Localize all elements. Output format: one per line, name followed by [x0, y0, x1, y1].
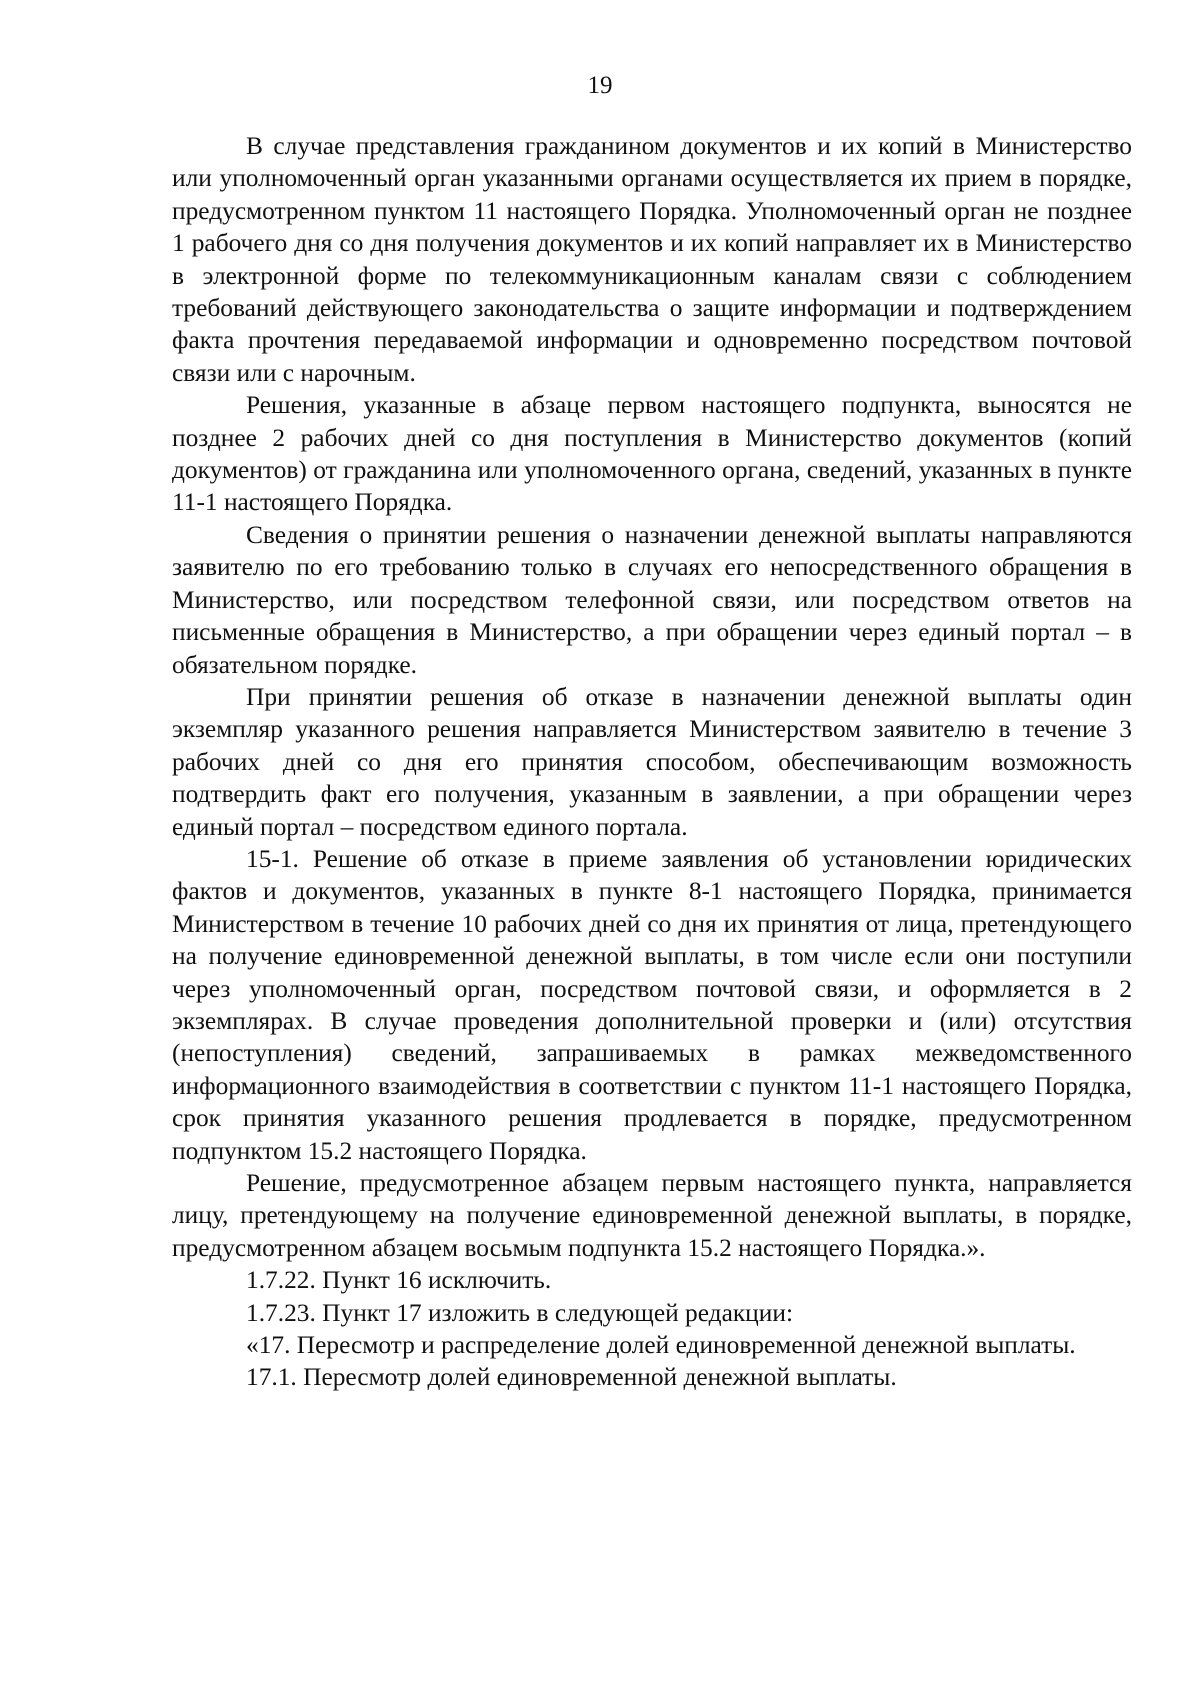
paragraph-10: 17.1. Пересмотр долей единовременной денежной выплаты. — [246, 1363, 897, 1392]
paragraph-3: Сведения о принятии решения о назначении денежной выплаты направляются заявителю по его требованию только в случаях его непосредственного обращения в Министерство, или посредством телефонной связи, или посредством ответов на письменные обращения в Министерство, а при обращении через единый портал – в обязательном порядке. — [172, 520, 1132, 679]
page-number: 19 — [587, 72, 613, 99]
paragraph-9: «17. Пересмотр и распределение долей единовременной денежной выплаты. — [246, 1331, 1076, 1360]
paragraph-8: 1.7.23. Пункт 17 изложить в следующей редакции: — [246, 1298, 794, 1327]
paragraph-4: При принятии решения об отказе в назначении денежной выплаты один экземпляр указанного решения направляется Министерством заявителю в течение 3 рабочих дней со дня его принятия способом, обеспечивающим возможность подтвердить факт его получения, указанным в заявлении, а при обращении через единый портал – посредством единого портала. — [172, 682, 1132, 841]
paragraph-2: Решения, указанные в абзаце первом настоящего подпункта, выносятся не позднее 2 рабочих дней со дня поступления в Министерство документов (копий документов) от гражданина или уполномоченного органа, сведений, указанных в пункте 11-1 настоящего Порядка. — [172, 391, 1132, 517]
paragraph-1: В случае представления гражданином документов и их копий в Министерство или уполномоченный орган указанными органами осуществляется их прием в порядке, предусмотренном пунктом 11 настоящего Порядка. Уполномоченный орган не позднее 1 рабочего дня со дня получения документов и их копий направляет их в Министерство в электронной форме по телекоммуникационным каналам связи с соблюдением требований действующего законодательства о защите информации и подтверждением факта прочтения передаваемой информации и одновременно посредством почтовой связи или с нарочным. — [172, 132, 1132, 387]
document-body — [172, 130, 1132, 1394]
paragraph-7: 1.7.22. Пункт 16 исключить. — [246, 1266, 552, 1295]
paragraph-6: Решение, предусмотренное абзацем первым настоящего пункта, направляется лицу, претендующему на получение единовременной денежной выплаты, в порядке, предусмотренном абзацем восьмым подпункта 15.2 настоящего Порядка.». — [172, 1169, 1132, 1262]
paragraph-5: 15-1. Решение об отказе в приеме заявления об установлении юридических фактов и документов, указанных в пункте 8-1 настоящего Порядка, принимается Министерством в течение 10 рабочих дней со дня их принятия от лица, претендующего на получение единовременной денежной выплаты, в том числе если они поступили через уполномоченный орган, посредством почтовой связи, и оформляется в 2 экземплярах. В случае проведения дополнительной проверки и (или) отсутствия (непоступления) сведений, запрашиваемых в рамках межведомственного информационного взаимодействия в соответствии с пунктом 11-1 настоящего Порядка, срок принятия указанного решения продлевается в порядке, предусмотренном подпунктом 15.2 настоящего Порядка. — [172, 844, 1132, 1165]
